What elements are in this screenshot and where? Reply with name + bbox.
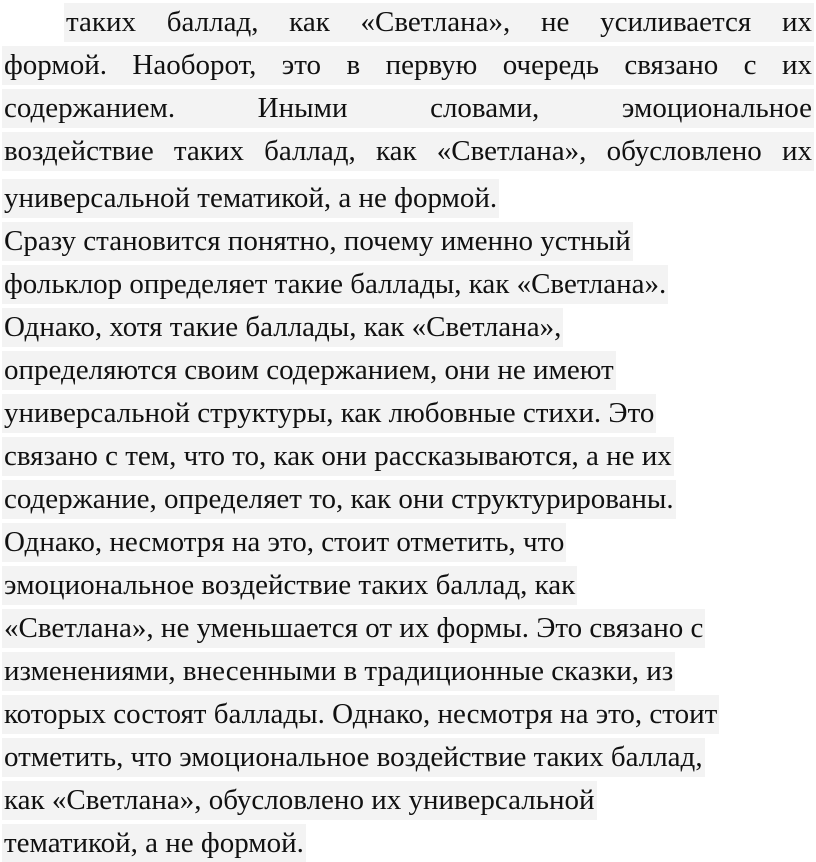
text-line-content: Однако, хотя такие баллады, как «Светлана», [2,308,563,347]
text-line-content: отметить, что эмоциональное воздействие таких баллад, [2,738,705,777]
text-line [2,605,814,648]
text-line [2,89,814,132]
text-line [2,218,814,261]
text-line-content: универсальной структуры, как любовные стихи. Это [2,394,656,433]
text-line-content: формой. Наоборот, это в первую очередь связано с их [2,46,814,85]
text-line [2,691,814,734]
text-line [2,175,814,218]
text-line-content: эмоциональное воздействие таких баллад, как [2,566,577,605]
text-line-content: воздействие таких баллад, как «Светлана», обусловлено их [2,132,814,171]
text-line-content: Однако, несмотря на это, стоит отметить, что [2,523,566,562]
text-line-content: тематикой, а не формой. [2,824,306,862]
text-line [2,390,814,433]
text-line [2,777,814,820]
text-line [2,261,814,304]
text-line [2,476,814,519]
text-line-content: изменениями, внесенными в традиционные сказки, из [2,652,675,691]
text-line-content: которых состоят баллады. Однако, несмотря на это, стоит [2,695,719,734]
text-line-content: универсальной тематикой, а не формой. [2,179,499,218]
text-line-content: «Светлана», не уменьшается от их формы. Это связано с [2,609,705,648]
text-line-content: как «Светлана», обусловлено их универсальной [2,781,597,820]
text-line-content: связано с тем, что то, как они рассказываются, а не их [2,437,674,476]
text-line [2,648,814,691]
text-line-content: определяются своим содержанием, они не имеют [2,351,616,390]
text-line [2,820,814,862]
text-line-content: содержанием. Иными словами, эмоциональное [2,89,814,128]
text-line [2,3,814,46]
text-line [2,347,814,390]
text-line [2,734,814,777]
text-line-content: содержание, определяет то, как они структурированы. [2,480,676,519]
text-line [2,562,814,605]
text-line [2,433,814,476]
text-line-content: таких баллад, как «Светлана», не усиливается их [64,3,814,42]
text-line-content: Сразу становится понятно, почему именно устный [2,222,633,261]
text-line [2,132,814,175]
text-line [2,519,814,562]
text-line-content: фольклор определяет такие баллады, как «Светлана». [2,265,668,304]
text-line [2,304,814,347]
text-line [2,46,814,89]
